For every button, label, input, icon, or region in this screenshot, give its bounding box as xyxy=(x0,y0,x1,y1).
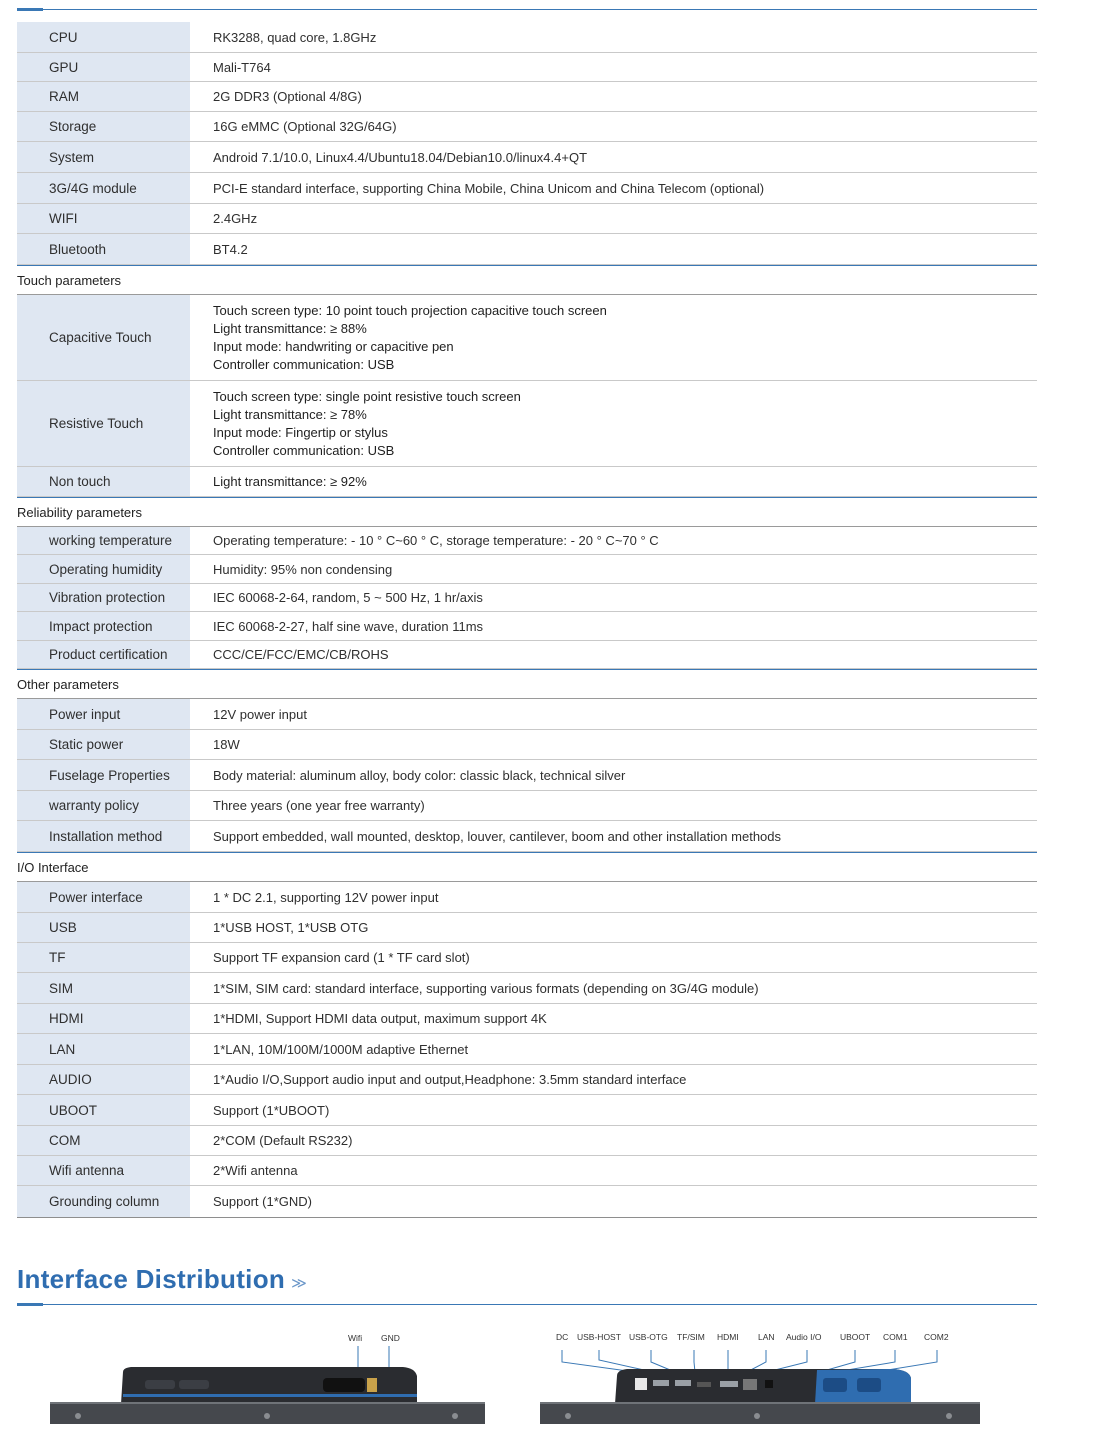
spec-value-line: Light transmittance: ≥ 88% xyxy=(213,320,367,336)
spec-label: 3G/4G module xyxy=(17,173,190,203)
spec-row-power-input xyxy=(17,699,1037,730)
spec-label: Non touch xyxy=(17,467,190,496)
spec-label: RAM xyxy=(17,82,190,111)
spec-value: IEC 60068-2-64, random, 5 ~ 500 Hz, 1 hr/axis xyxy=(213,590,483,605)
port-label-com2: COM2 xyxy=(924,1332,949,1342)
spec-row-com xyxy=(17,1126,1037,1156)
spec-row-system xyxy=(17,142,1037,173)
spec-value: Operating temperature: - 10 ° C~60 ° C, storage temperature: - 20 ° C~70 ° C xyxy=(213,533,659,548)
spec-value: 1*LAN, 10M/100M/1000M adaptive Ethernet xyxy=(213,1041,469,1057)
spec-value: Humidity: 95% non condensing xyxy=(213,561,393,577)
spec-value-line: Light transmittance: ≥ 92% xyxy=(213,473,367,489)
chevron-double-right-icon: ≫ xyxy=(291,1275,308,1292)
spec-label: Impact protection xyxy=(17,612,190,640)
spec-value: 1*HDMI, Support HDMI data output, maximum support 4K xyxy=(213,1011,547,1026)
spec-value: 1 * DC 2.1, supporting 12V power input xyxy=(213,889,439,905)
port-label-usb-host: USB-HOST xyxy=(577,1332,621,1342)
port-label-tf-sim: TF/SIM xyxy=(677,1332,705,1342)
spec-label: HDMI xyxy=(17,1004,190,1033)
spec-value: IEC 60068-2-27, half sine wave, duration 11ms xyxy=(213,618,484,634)
spec-label: Resistive Touch xyxy=(17,381,190,466)
spec-label: Fuselage Properties xyxy=(17,760,190,790)
spec-value: 2.4GHz xyxy=(213,211,258,226)
spec-row-audio xyxy=(17,1065,1037,1095)
spec-label: COM xyxy=(17,1126,190,1155)
section-heading: Touch parameters xyxy=(17,265,1037,295)
port-label-uboot: UBOOT xyxy=(840,1332,871,1342)
spec-value: 12V power input xyxy=(213,706,307,722)
spec-value xyxy=(190,295,1037,380)
spec-label: USB xyxy=(17,913,190,942)
spec-row-vibration-protection xyxy=(17,584,1037,612)
spec-label: System xyxy=(17,142,190,172)
device-left-image xyxy=(45,1320,490,1440)
spec-row-gpu xyxy=(17,53,1037,82)
spec-value-line: Touch screen type: single point resistive touch screen xyxy=(213,388,521,404)
spec-label: Power interface xyxy=(17,882,190,912)
port-label-hdmi: HDMI xyxy=(717,1332,739,1342)
spec-row-cpu xyxy=(17,22,1037,53)
spec-row-usb xyxy=(17,913,1037,943)
spec-label: TF xyxy=(17,943,190,972)
spec-value: BT4.2 xyxy=(213,241,248,257)
spec-value-line: Controller communication: USB xyxy=(213,442,395,458)
spec-row-sim xyxy=(17,973,1037,1004)
port-label-wifi: Wifi xyxy=(348,1333,363,1343)
spec-label: Static power xyxy=(17,730,190,759)
spec-value: CCC/CE/FCC/EMC/CB/ROHS xyxy=(213,647,389,662)
spec-row-static-power xyxy=(17,730,1037,760)
spec-row-grounding-column xyxy=(17,1186,1037,1218)
spec-label: LAN xyxy=(17,1034,190,1064)
port-label-lan: LAN xyxy=(758,1332,775,1342)
device-right-view xyxy=(535,1320,985,1440)
spec-value: 16G eMMC (Optional 32G/64G) xyxy=(213,119,397,134)
spec-label: CPU xyxy=(17,22,190,52)
spec-label: Storage xyxy=(17,112,190,141)
spec-row-resistive-touch xyxy=(17,381,1037,467)
port-label-com1: COM1 xyxy=(883,1332,908,1342)
section-heading: I/O Interface xyxy=(17,852,1037,882)
spec-value: 2*Wifi antenna xyxy=(213,1163,298,1178)
spec-value xyxy=(190,467,1037,496)
spec-label: Power input xyxy=(17,699,190,729)
spec-value: Support TF expansion card (1 * TF card slot) xyxy=(213,950,470,965)
spec-label: Installation method xyxy=(17,821,190,851)
spec-label: warranty policy xyxy=(17,791,190,820)
spec-value: Support (1*GND) xyxy=(213,1194,312,1209)
spec-value: Mali-T764 xyxy=(213,59,271,75)
spec-value-line: Controller communication: USB xyxy=(213,356,395,372)
port-label-usb-otg: USB-OTG xyxy=(629,1332,668,1342)
spec-row-warranty-policy xyxy=(17,791,1037,821)
spec-value: 1*SIM, SIM card: standard interface, supporting various formats (depending on 3G/4G module) xyxy=(213,980,759,996)
spec-label: Vibration protection xyxy=(17,584,190,611)
spec-row-bluetooth xyxy=(17,234,1037,265)
spec-label: Product certification xyxy=(17,641,190,668)
spec-row-wifi-antenna xyxy=(17,1156,1037,1186)
top-divider xyxy=(17,9,1037,10)
interface-title: Interface Distribution ≫ xyxy=(17,1264,308,1294)
spec-value-line: Input mode: handwriting or capacitive pen xyxy=(213,338,454,354)
spec-value: RK3288, quad core, 1.8GHz xyxy=(213,29,377,45)
spec-value: Support (1*UBOOT) xyxy=(213,1102,330,1118)
spec-row-3g-4g-module xyxy=(17,173,1037,204)
section-heading: Reliability parameters xyxy=(17,497,1037,527)
spec-label: Wifi antenna xyxy=(17,1156,190,1185)
spec-row-power-interface xyxy=(17,882,1037,913)
spec-value: Three years (one year free warranty) xyxy=(213,798,425,813)
spec-row-lan xyxy=(17,1034,1037,1065)
spec-row-fuselage-properties xyxy=(17,760,1037,791)
spec-value: PCI-E standard interface, supporting China Mobile, China Unicom and China Telecom (optional) xyxy=(213,180,765,196)
spec-row-capacitive-touch xyxy=(17,295,1037,381)
spec-row-tf xyxy=(17,943,1037,973)
spec-row-ram xyxy=(17,82,1037,112)
spec-value: 1*Audio I/O,Support audio input and output,Headphone: 3.5mm standard interface xyxy=(213,1072,687,1087)
spec-row-non-touch xyxy=(17,467,1037,497)
spec-label: SIM xyxy=(17,973,190,1003)
port-label-audio: Audio I/O xyxy=(786,1332,822,1342)
spec-label: GPU xyxy=(17,53,190,81)
spec-value: 2G DDR3 (Optional 4/8G) xyxy=(213,89,362,104)
spec-row-uboot xyxy=(17,1095,1037,1126)
spec-value-line: Input mode: Fingertip or stylus xyxy=(213,424,388,440)
device-left-view xyxy=(45,1320,490,1440)
spec-value: Body material: aluminum alloy, body color: classic black, technical silver xyxy=(213,767,626,783)
spec-label: WIFI xyxy=(17,204,190,233)
spec-value: Android 7.1/10.0, Linux4.4/Ubuntu18.04/Debian10.0/linux4.4+QT xyxy=(213,149,588,165)
spec-value-line: Light transmittance: ≥ 78% xyxy=(213,406,367,422)
spec-value: 2*COM (Default RS232) xyxy=(213,1133,353,1148)
spec-row-hdmi xyxy=(17,1004,1037,1034)
spec-label: Capacitive Touch xyxy=(17,295,190,380)
spec-label: Operating humidity xyxy=(17,555,190,583)
spec-label: UBOOT xyxy=(17,1095,190,1125)
section-heading: Other parameters xyxy=(17,669,1037,699)
spec-value: Support embedded, wall mounted, desktop, louver, cantilever, boom and other installation methods xyxy=(213,828,782,844)
spec-row-working-temperature xyxy=(17,527,1037,555)
spec-table xyxy=(17,22,1037,1218)
spec-value-line: Touch screen type: 10 point touch projection capacitive touch screen xyxy=(213,302,607,318)
spec-value: 1*USB HOST, 1*USB OTG xyxy=(213,920,369,935)
spec-label: AUDIO xyxy=(17,1065,190,1094)
port-label-dc: DC xyxy=(556,1332,569,1342)
spec-row-product-certification xyxy=(17,641,1037,669)
spec-value: 18W xyxy=(213,737,240,752)
interface-divider xyxy=(17,1304,1037,1305)
spec-row-storage xyxy=(17,112,1037,142)
spec-label: Grounding column xyxy=(17,1186,190,1217)
port-label-gnd: GND xyxy=(381,1333,400,1343)
spec-row-wifi xyxy=(17,204,1037,234)
spec-row-operating-humidity xyxy=(17,555,1037,584)
spec-row-impact-protection xyxy=(17,612,1037,641)
spec-value xyxy=(190,381,1037,466)
spec-label: working temperature xyxy=(17,527,190,554)
spec-label: Bluetooth xyxy=(17,234,190,264)
spec-row-installation-method xyxy=(17,821,1037,852)
